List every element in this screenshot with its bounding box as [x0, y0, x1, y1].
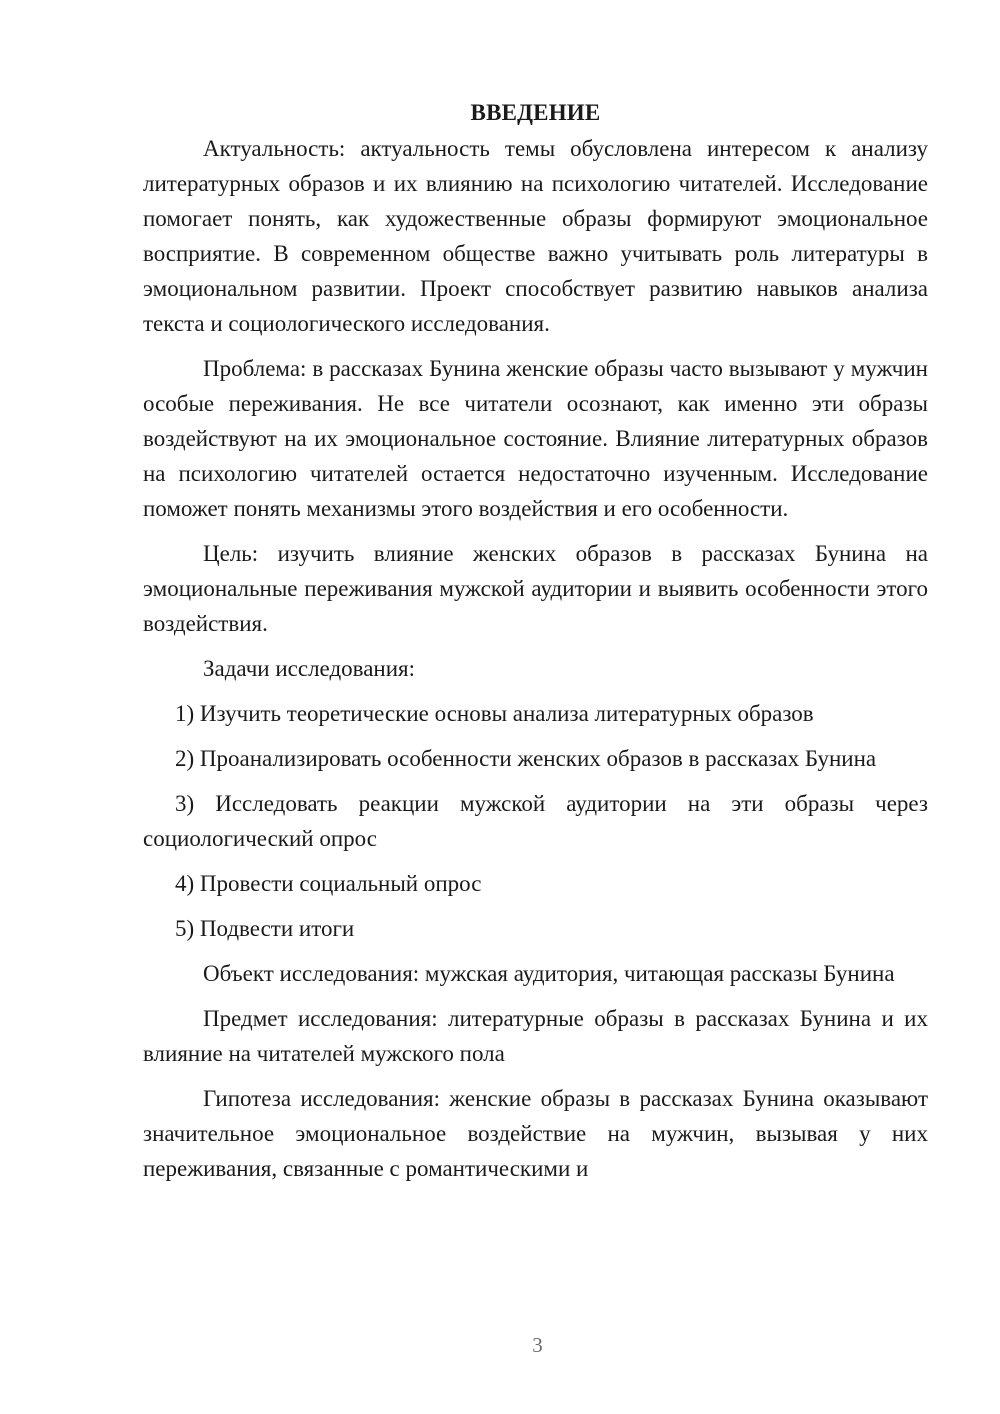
task-item-1: 1) Изучить теоретические основы анализа литературных образов [175, 701, 814, 726]
task-item-4: 4) Провести социальный опрос [175, 871, 482, 896]
paragraph-object: Объект исследования: мужская аудитория, читающая рассказы Бунина [203, 961, 895, 986]
paragraph-problem: Проблема: в рассказах Бунина женские образы часто вызывают у мужчин особые переживания. Не все читатели осознают, как именно эти образы воздействуют на их эмоциональное состояние. Влияние литературных образов на психологию читателей остается недостаточно изученным. Исследование поможет понять механизмы этого воздействия и его особенности. [143, 356, 928, 521]
page-body [143, 95, 928, 1186]
paragraph-relevance: Актуальность: актуальность темы обусловлена интересом к анализу литературных образов и их влиянию на психологию читателей. Исследование помогает понять, как художественные образы формируют эмоциональное восприятие. В современном обществе важно учитывать роль литературы в эмоциональном развитии. Проект способствует развитию навыков анализа текста и социологического исследования. [143, 136, 928, 336]
task-item-3: 3) Исследовать реакции мужской аудитории на эти образы через социологический опрос [143, 791, 928, 851]
task-item-2: 2) Проанализировать особенности женских образов в рассказах Бунина [175, 746, 877, 771]
paragraph-hypothesis: Гипотеза исследования: женские образы в рассказах Бунина оказывают значительное эмоциональное воздействие на мужчин, вызывая у них переживания, связанные с романтическими и [143, 1086, 928, 1181]
paragraph-goal: Цель: изучить влияние женских образов в рассказах Бунина на эмоциональные переживания мужской аудитории и выявить особенности этого воздействия. [143, 541, 928, 636]
page-number: 3 [532, 1333, 543, 1357]
tasks-heading: Задачи исследования: [203, 656, 416, 681]
paragraph-subject: Предмет исследования: литературные образы в рассказах Бунина и их влияние на читателей мужского пола [143, 1006, 928, 1066]
page-title: ВВЕДЕНИЕ [470, 100, 601, 125]
task-item-5: 5) Подвести итоги [175, 916, 355, 941]
